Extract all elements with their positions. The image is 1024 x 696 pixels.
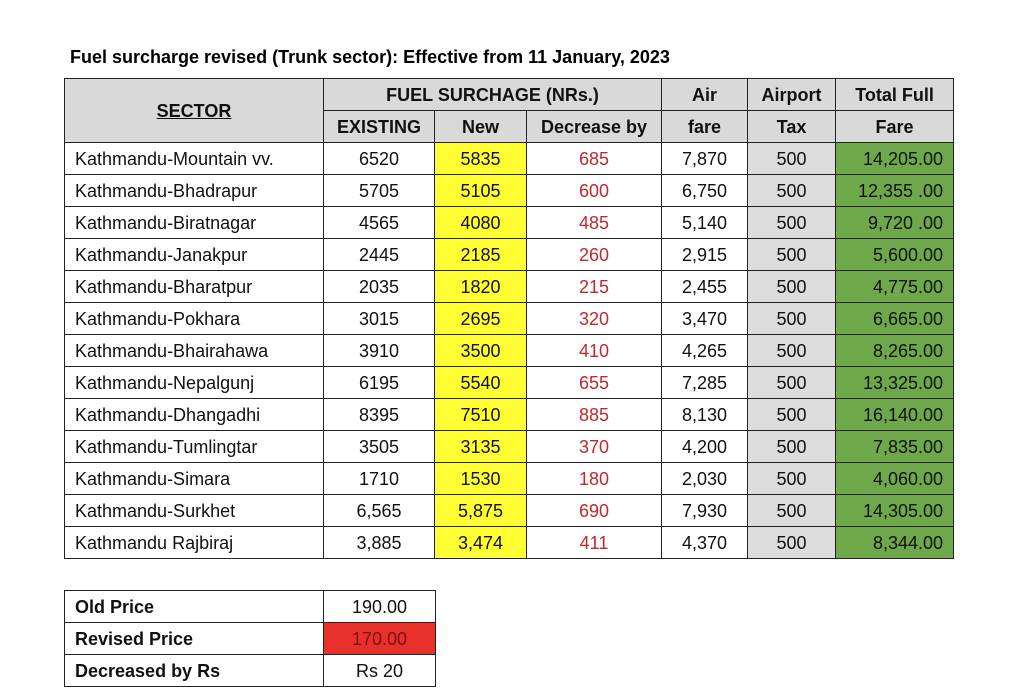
- new-cell: 3,474: [435, 527, 527, 559]
- air-fare-cell: 6,750: [662, 175, 748, 207]
- header-fuel-surcharge: FUEL SURCHAGE (NRs.): [324, 79, 662, 111]
- decrease-cell: 215: [527, 271, 662, 303]
- table-row: [65, 335, 954, 367]
- new-cell: 3500: [435, 335, 527, 367]
- total-fare-cell: 5,600.00: [836, 239, 954, 271]
- new-cell: 4080: [435, 207, 527, 239]
- table-row: [65, 303, 954, 335]
- header-new: New: [435, 111, 527, 143]
- decrease-cell: 370: [527, 431, 662, 463]
- airport-tax-cell: 500: [748, 431, 836, 463]
- air-fare-cell: 3,470: [662, 303, 748, 335]
- decrease-cell: 885: [527, 399, 662, 431]
- sector-cell: Kathmandu-Biratnagar: [65, 207, 324, 239]
- decrease-cell: 260: [527, 239, 662, 271]
- air-fare-cell: 7,870: [662, 143, 748, 175]
- table-row: [65, 143, 954, 175]
- header-airport-tax-line2: Tax: [748, 111, 836, 143]
- air-fare-cell: 4,200: [662, 431, 748, 463]
- total-fare-cell: 4,775.00: [836, 271, 954, 303]
- decreased-by-row: [65, 655, 436, 687]
- table-row: [65, 207, 954, 239]
- air-fare-cell: 2,915: [662, 239, 748, 271]
- existing-cell: 4565: [324, 207, 435, 239]
- total-fare-cell: 14,205.00: [836, 143, 954, 175]
- old-price-row: [65, 591, 436, 623]
- sector-cell: Kathmandu-Tumlingtar: [65, 431, 324, 463]
- table-row: [65, 367, 954, 399]
- air-fare-cell: 2,030: [662, 463, 748, 495]
- airport-tax-cell: 500: [748, 303, 836, 335]
- airport-tax-cell: 500: [748, 335, 836, 367]
- header-existing: EXISTING: [324, 111, 435, 143]
- header-air-fare-line2: fare: [662, 111, 748, 143]
- header-airport-tax-line1: Airport: [748, 79, 836, 111]
- revised-price-row: [65, 623, 436, 655]
- table-row: [65, 495, 954, 527]
- header-total-fare-line1: Total Full: [836, 79, 954, 111]
- sector-cell: Kathmandu-Bhadrapur: [65, 175, 324, 207]
- air-fare-cell: 4,265: [662, 335, 748, 367]
- header-total-fare-line2: Fare: [836, 111, 954, 143]
- decrease-cell: 655: [527, 367, 662, 399]
- existing-cell: 2035: [324, 271, 435, 303]
- existing-cell: 3505: [324, 431, 435, 463]
- header-air-fare-line1: Air: [662, 79, 748, 111]
- decrease-cell: 320: [527, 303, 662, 335]
- total-fare-cell: 13,325.00: [836, 367, 954, 399]
- sector-cell: Kathmandu-Pokhara: [65, 303, 324, 335]
- fare-table: [64, 78, 954, 559]
- total-fare-cell: 8,344.00: [836, 527, 954, 559]
- airport-tax-cell: 500: [748, 399, 836, 431]
- decrease-cell: 600: [527, 175, 662, 207]
- decreased-by-label: Decreased by Rs: [65, 655, 324, 687]
- sector-cell: Kathmandu-Janakpur: [65, 239, 324, 271]
- existing-cell: 3015: [324, 303, 435, 335]
- sector-cell: Kathmandu-Mountain vv.: [65, 143, 324, 175]
- decrease-cell: 180: [527, 463, 662, 495]
- sector-cell: Kathmandu-Simara: [65, 463, 324, 495]
- airport-tax-cell: 500: [748, 271, 836, 303]
- air-fare-cell: 2,455: [662, 271, 748, 303]
- air-fare-cell: 8,130: [662, 399, 748, 431]
- header-sector: SECTOR: [65, 79, 324, 143]
- total-fare-cell: 7,835.00: [836, 431, 954, 463]
- table-row: [65, 463, 954, 495]
- revised-price-label: Revised Price: [65, 623, 324, 655]
- airport-tax-cell: 500: [748, 143, 836, 175]
- sector-cell: Kathmandu-Dhangadhi: [65, 399, 324, 431]
- total-fare-cell: 9,720 .00: [836, 207, 954, 239]
- sector-cell: Kathmandu-Surkhet: [65, 495, 324, 527]
- table-row: [65, 175, 954, 207]
- document-title: Fuel surcharge revised (Trunk sector): Effective from 11 January, 2023: [70, 47, 670, 67]
- price-table: [64, 590, 436, 687]
- table-row: [65, 271, 954, 303]
- new-cell: 5835: [435, 143, 527, 175]
- old-price-value: 190.00: [324, 591, 436, 623]
- old-price-label: Old Price: [65, 591, 324, 623]
- existing-cell: 1710: [324, 463, 435, 495]
- new-cell: 1820: [435, 271, 527, 303]
- decreased-by-value: Rs 20: [324, 655, 436, 687]
- new-cell: 7510: [435, 399, 527, 431]
- air-fare-cell: 4,370: [662, 527, 748, 559]
- new-cell: 2185: [435, 239, 527, 271]
- total-fare-cell: 14,305.00: [836, 495, 954, 527]
- airport-tax-cell: 500: [748, 527, 836, 559]
- existing-cell: 3910: [324, 335, 435, 367]
- header-decrease-by: Decrease by: [527, 111, 662, 143]
- air-fare-cell: 7,930: [662, 495, 748, 527]
- airport-tax-cell: 500: [748, 463, 836, 495]
- existing-cell: 6195: [324, 367, 435, 399]
- existing-cell: 2445: [324, 239, 435, 271]
- revised-price-value: 170.00: [324, 623, 436, 655]
- new-cell: 5540: [435, 367, 527, 399]
- sector-cell: Kathmandu Rajbiraj: [65, 527, 324, 559]
- decrease-cell: 410: [527, 335, 662, 367]
- existing-cell: 6,565: [324, 495, 435, 527]
- total-fare-cell: 6,665.00: [836, 303, 954, 335]
- new-cell: 2695: [435, 303, 527, 335]
- new-cell: 3135: [435, 431, 527, 463]
- decrease-cell: 485: [527, 207, 662, 239]
- existing-cell: 3,885: [324, 527, 435, 559]
- decrease-cell: 411: [527, 527, 662, 559]
- fare-table-body: [65, 143, 954, 559]
- sector-cell: Kathmandu-Bharatpur: [65, 271, 324, 303]
- table-row: [65, 399, 954, 431]
- airport-tax-cell: 500: [748, 367, 836, 399]
- airport-tax-cell: 500: [748, 239, 836, 271]
- air-fare-cell: 5,140: [662, 207, 748, 239]
- sector-cell: Kathmandu-Nepalgunj: [65, 367, 324, 399]
- total-fare-cell: 4,060.00: [836, 463, 954, 495]
- sector-cell: Kathmandu-Bhairahawa: [65, 335, 324, 367]
- total-fare-cell: 16,140.00: [836, 399, 954, 431]
- airport-tax-cell: 500: [748, 207, 836, 239]
- airport-tax-cell: 500: [748, 495, 836, 527]
- air-fare-cell: 7,285: [662, 367, 748, 399]
- table-row: [65, 527, 954, 559]
- existing-cell: 8395: [324, 399, 435, 431]
- total-fare-cell: 12,355 .00: [836, 175, 954, 207]
- decrease-cell: 685: [527, 143, 662, 175]
- new-cell: 5,875: [435, 495, 527, 527]
- new-cell: 5105: [435, 175, 527, 207]
- table-row: [65, 239, 954, 271]
- table-row: [65, 431, 954, 463]
- total-fare-cell: 8,265.00: [836, 335, 954, 367]
- existing-cell: 6520: [324, 143, 435, 175]
- airport-tax-cell: 500: [748, 175, 836, 207]
- new-cell: 1530: [435, 463, 527, 495]
- decrease-cell: 690: [527, 495, 662, 527]
- existing-cell: 5705: [324, 175, 435, 207]
